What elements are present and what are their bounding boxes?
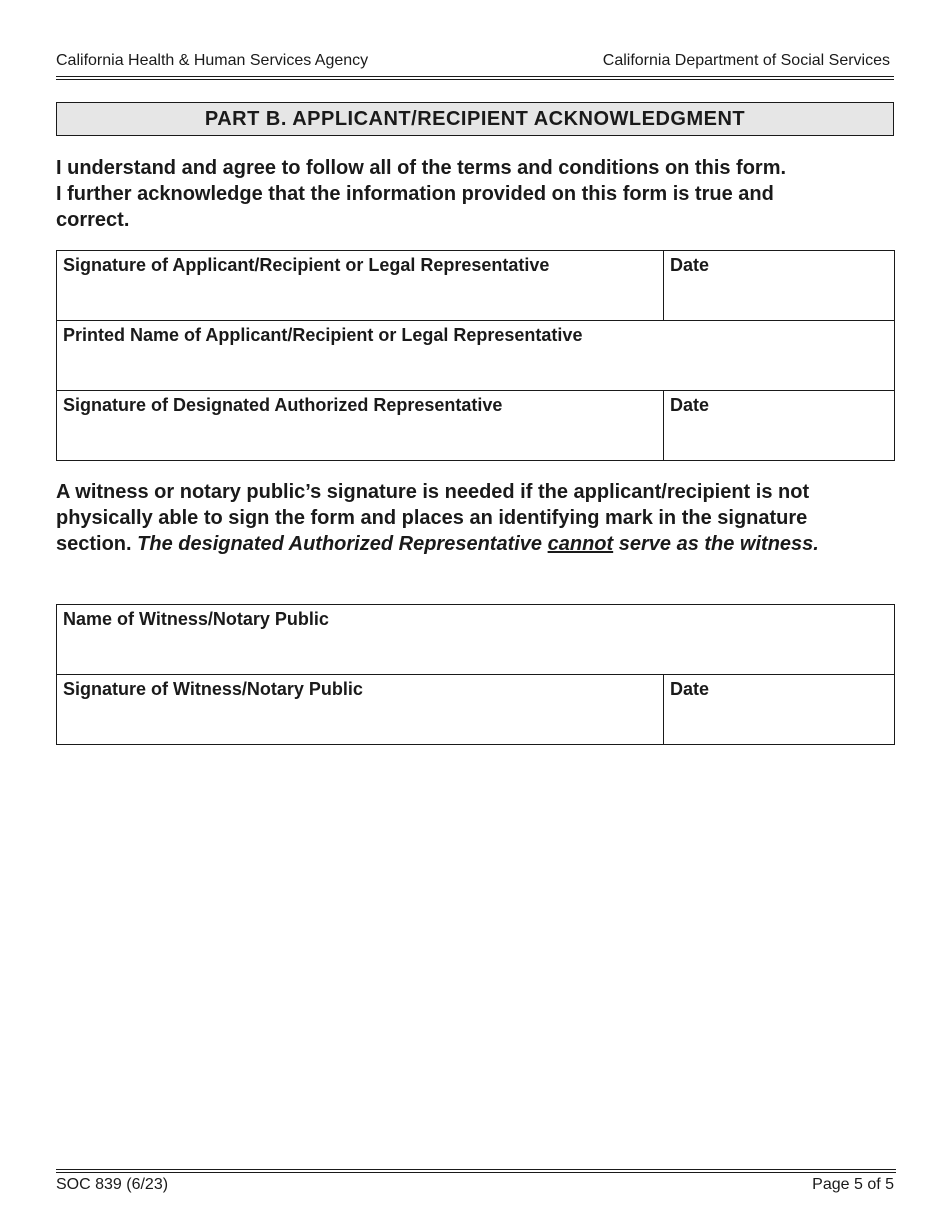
page-number: Page 5 of 5 <box>812 1176 894 1193</box>
applicant-date-field[interactable] <box>664 251 895 321</box>
witness-date-field[interactable] <box>664 675 895 745</box>
witness-statement <box>56 479 896 557</box>
footer-rule <box>56 1169 896 1173</box>
witness-line-3-plain: section. <box>56 533 132 555</box>
page-header <box>56 52 894 74</box>
witness-signature-label: Signature of Witness/Notary Public <box>63 679 363 699</box>
witness-name-field[interactable] <box>57 605 895 675</box>
witness-date-label: Date <box>670 679 710 699</box>
witness-line-1: A witness or notary public’s signature is needed if the applicant/recipient is not <box>56 481 810 503</box>
authorized-rep-date-field[interactable] <box>664 391 895 461</box>
authorized-rep-signature-label: Signature of Designated Authorized Representative <box>63 395 503 415</box>
witness-line-3-italic-after: serve as the witness. <box>618 533 819 555</box>
applicant-signature-label: Signature of Applicant/Recipient or Legal Representative <box>63 255 550 275</box>
part-b-title: PART B. APPLICANT/RECIPIENT ACKNOWLEDGMENT <box>56 102 894 136</box>
witness-signature-field[interactable] <box>57 675 664 745</box>
acknowledgment-statement <box>56 155 896 233</box>
witness-name-label: Name of Witness/Notary Public <box>63 609 329 629</box>
witness-table <box>56 604 895 745</box>
witness-line-3-italic-before: The designated Authorized Representative <box>137 533 543 555</box>
statement-line-3: correct. <box>56 209 130 231</box>
header-rule <box>56 76 894 80</box>
printed-name-label: Printed Name of Applicant/Recipient or Legal Representative <box>63 325 583 345</box>
applicant-signature-table <box>56 250 895 461</box>
authorized-rep-date-label: Date <box>670 395 710 415</box>
agency-name: California Health & Human Services Agency <box>56 52 369 69</box>
printed-name-field[interactable] <box>57 321 895 391</box>
witness-line-2: physically able to sign the form and places an identifying mark in the signature <box>56 507 808 529</box>
witness-line-3 <box>56 531 896 557</box>
authorized-rep-signature-field[interactable] <box>57 391 664 461</box>
department-name: California Department of Social Services <box>602 52 890 69</box>
form-id: SOC 839 (6/23) <box>56 1176 169 1193</box>
applicant-signature-field[interactable] <box>57 251 664 321</box>
statement-line-2: I further acknowledge that the information provided on this form is true and <box>56 183 774 205</box>
statement-line-1: I understand and agree to follow all of the terms and conditions on this form. <box>56 157 787 179</box>
applicant-date-label: Date <box>670 255 710 275</box>
cannot-emphasis: cannot <box>547 533 614 555</box>
